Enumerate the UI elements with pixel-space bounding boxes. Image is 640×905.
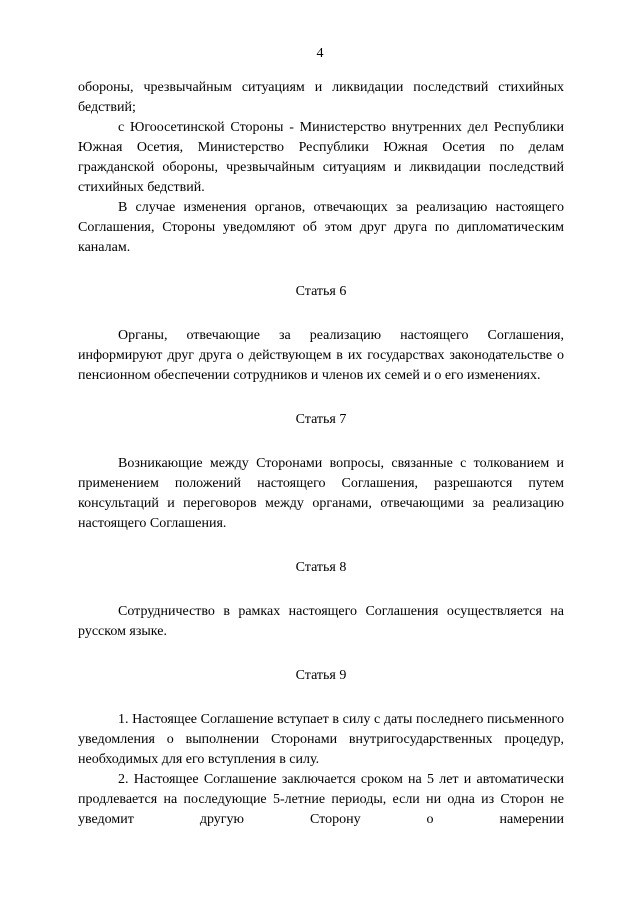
spacer xyxy=(78,534,564,558)
article-heading: Статья 9 xyxy=(295,668,347,683)
article-heading: Статья 8 xyxy=(295,560,347,575)
paragraph: 1. Настоящее Соглашение вступает в силу с даты последнего письменного уведомления о выполнении Сторонами внутригосударственных процедур, необходимых для его вступления в силу. xyxy=(78,712,564,767)
spacer xyxy=(78,686,564,710)
paragraph: Возникающие между Сторонами вопросы, связанные с толкованием и применением положений настоящего Соглашения, разрешаются путем консультаций и переговоров между органами, отвечающими за реализацию настоящего Соглашения. xyxy=(78,456,564,531)
article-heading: Статья 7 xyxy=(295,412,347,427)
paragraph: В случае изменения органов, отвечающих за реализацию настоящего Соглашения, Стороны уведомляют об этом друг друга по дипломатическим каналам. xyxy=(78,200,564,255)
article-heading: Статья 6 xyxy=(295,284,347,299)
spacer xyxy=(78,578,564,602)
spacer xyxy=(78,642,564,666)
paragraph: обороны, чрезвычайным ситуациям и ликвидации последствий стихийных бедствий; xyxy=(78,80,564,115)
paragraph: с Югоосетинской Стороны - Министерство внутренних дел Республики Южная Осетия, Министерство Республики Южная Осетия по делам гражданской обороны, чрезвычайным ситуациям и ликвидации последствий стихийных бедствий. xyxy=(78,120,564,195)
spacer xyxy=(78,386,564,410)
paragraph: Органы, отвечающие за реализацию настоящего Соглашения, информируют друг друга о действующем в их государствах законодательстве о пенсионном обеспечении сотрудников и членов их семей и о его изменениях. xyxy=(78,328,564,383)
spacer xyxy=(78,430,564,454)
page-number: 4 xyxy=(316,46,324,61)
spacer xyxy=(78,302,564,326)
document-body xyxy=(78,78,564,830)
paragraph: 2. Настоящее Соглашение заключается сроком на 5 лет и автоматически продлевается на последующие 5-летние периоды, если ни одна из Сторон не уведомит другую Сторону о намерении xyxy=(78,772,564,827)
spacer xyxy=(78,258,564,282)
paragraph: Сотрудничество в рамках настоящего Соглашения осуществляется на русском языке. xyxy=(78,604,564,639)
